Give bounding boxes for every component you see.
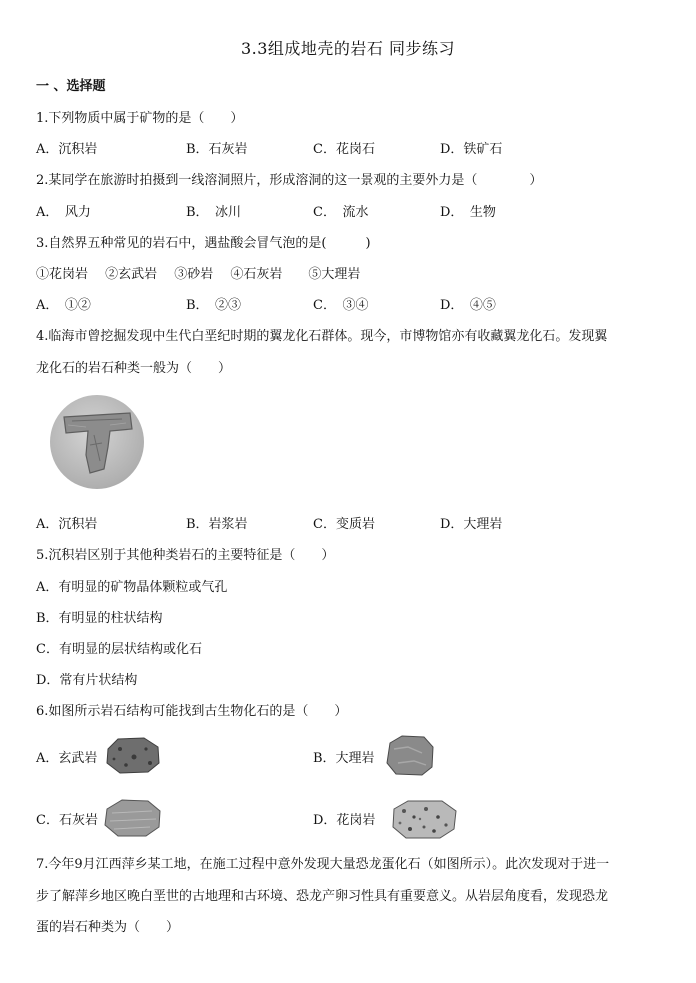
question-4-stem-line-1: 4.临海市曾挖掘发现中生代白垩纪时期的翼龙化石群体。现今，市博物馆亦有收藏翼龙化石。发现翼 — [36, 329, 608, 344]
option-c[interactable]: C． ③④ — [313, 298, 369, 313]
question-7-line-1: 7.今年9月江西萍乡某工地，在施工过程中意外发现大量恐龙蛋化石（如图所示）。此次发现对于进一 — [36, 857, 610, 872]
option-a[interactable]: A． 风力 — [36, 205, 91, 220]
option-d[interactable]: D．大理岩 — [440, 517, 503, 532]
option-a[interactable]: A．有明显的矿物晶体颗粒或气孔 — [36, 580, 228, 595]
option-c[interactable]: C．有明显的层状结构或化石 — [36, 642, 202, 657]
option-b[interactable]: B．有明显的柱状结构 — [36, 611, 163, 626]
option-b[interactable]: B． 冰川 — [186, 205, 242, 220]
option-a[interactable]: A．沉积岩 — [36, 142, 98, 157]
question-3-items: ①花岗岩 ②玄武岩 ③砂岩 ④石灰岩 ⑤大理岩 — [36, 267, 361, 282]
question-6-row-1 — [36, 733, 596, 783]
question-1-stem: 1.下列物质中属于矿物的是（ ） — [36, 111, 244, 126]
pterosaur-fossil-image — [50, 395, 144, 489]
option-a[interactable]: A． ①② — [36, 298, 91, 313]
option-b[interactable]: B．岩浆岩 — [186, 517, 248, 532]
section-heading: 一 、选择题 — [36, 79, 106, 94]
limestone-rock-image — [102, 797, 164, 839]
option-b[interactable]: B．石灰岩 — [186, 142, 248, 157]
question-7-line-2: 步了解萍乡地区晚白垩世的古地理和古环境、恐龙产卵习性具有重要意义。从岩层角度看，发现恐龙 — [36, 889, 609, 904]
question-3-stem: 3.自然界五种常见的岩石中，遇盐酸会冒气泡的是( ) — [36, 236, 371, 251]
page-title: 3.3组成地壳的岩石 同步练习 — [240, 39, 456, 58]
option-c[interactable]: C． 流水 — [313, 205, 369, 220]
option-d[interactable]: D． 生物 — [440, 205, 496, 220]
option-b[interactable]: B． ②③ — [186, 298, 242, 313]
option-c[interactable]: C．花岗石 — [313, 142, 375, 157]
question-7-line-3: 蛋的岩石种类为（ ） — [36, 920, 180, 935]
question-5-stem: 5.沉积岩区别于其他种类岩石的主要特征是（ ） — [36, 548, 335, 563]
option-a[interactable]: A．玄武岩 — [36, 751, 98, 766]
option-d[interactable]: D． ④⑤ — [440, 298, 496, 313]
option-b[interactable]: B．大理岩 — [313, 751, 375, 766]
question-4-stem-line-2: 龙化石的岩石种类一般为（ ） — [36, 361, 232, 376]
granite-rock-image — [390, 797, 460, 841]
option-c[interactable]: C．石灰岩 — [36, 813, 98, 828]
option-c[interactable]: C．变质岩 — [313, 517, 375, 532]
option-d[interactable]: D．花岗岩 — [313, 813, 376, 828]
marble-rock-image — [384, 733, 436, 777]
option-d[interactable]: D．铁矿石 — [440, 142, 503, 157]
basalt-rock-image — [104, 735, 162, 775]
question-6-row-2 — [36, 795, 596, 845]
question-2-stem: 2.某同学在旅游时拍摄到一线溶洞照片，形成溶洞的这一景观的主要外力是（ ） — [36, 173, 543, 188]
question-6-stem: 6.如图所示岩石结构可能找到古生物化石的是（ ） — [36, 704, 348, 719]
option-d[interactable]: D．常有片状结构 — [36, 673, 138, 688]
option-a[interactable]: A．沉积岩 — [36, 517, 98, 532]
